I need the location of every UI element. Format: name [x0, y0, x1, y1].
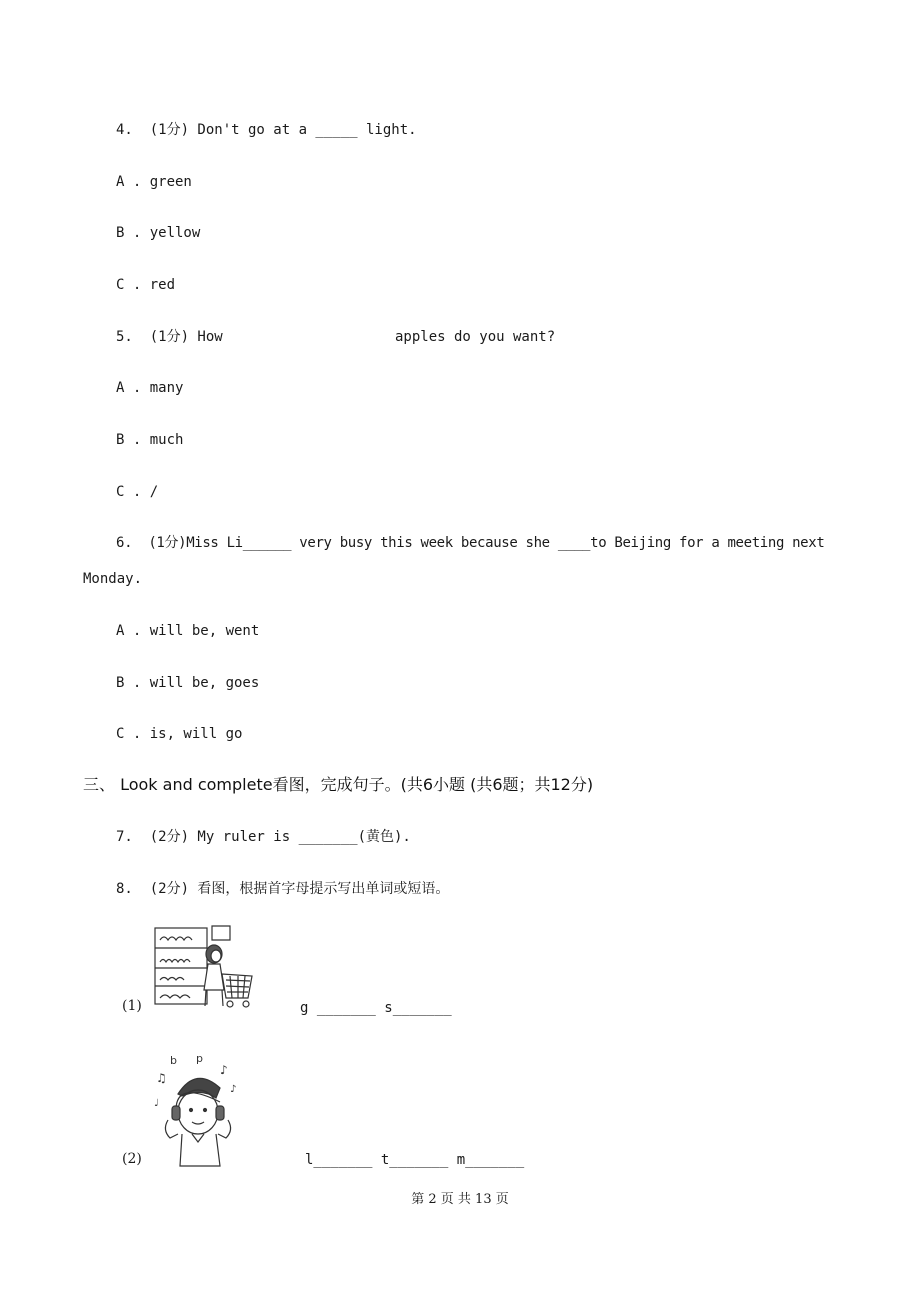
question-8-item-1-label: (1): [122, 998, 142, 1014]
section-3-heading: 三、 Look and complete看图，完成句子。(共6小题 (共6题；共12分): [83, 775, 594, 794]
svg-text:♪: ♪: [220, 1063, 228, 1077]
question-4-option-b[interactable]: B . yellow: [116, 225, 201, 241]
question-5-option-a[interactable]: A . many: [116, 380, 184, 396]
question-6-option-a[interactable]: A . will be, went: [116, 623, 260, 639]
svg-text:p: p: [196, 1052, 203, 1065]
question-6-stem: 6. (1分)Miss Li______ very busy this week because she ____to Beijing for a meeting next: [116, 535, 825, 551]
supermarket-shopping-picture: [152, 920, 256, 1012]
question-5-stem-start: 5. (1分) How: [116, 329, 223, 345]
question-6-stem-continued: Monday.: [83, 571, 143, 587]
svg-text:♫: ♫: [156, 1071, 167, 1085]
svg-text:b: b: [170, 1054, 177, 1067]
page-indicator: 第 2 页 共 13 页: [411, 1192, 509, 1207]
question-5-stem-end: apples do you want?: [395, 329, 556, 345]
question-5-option-b[interactable]: B . much: [116, 432, 184, 448]
question-6-option-c[interactable]: C . is, will go: [116, 726, 243, 742]
question-4-option-a[interactable]: A . green: [116, 174, 192, 190]
svg-text:♩: ♩: [154, 1098, 159, 1109]
question-4-stem: 4. (1分) Don't go at a _____ light.: [116, 122, 417, 138]
question-4-option-c[interactable]: C . red: [116, 277, 176, 293]
question-5-option-c[interactable]: C . /: [116, 484, 159, 500]
question-8-item-2-label: (2): [122, 1151, 142, 1167]
svg-text:♪: ♪: [230, 1084, 237, 1095]
question-8-item-1-prompt: g _______ s_______: [300, 1000, 452, 1016]
question-6-option-b[interactable]: B . will be, goes: [116, 675, 260, 691]
question-7-stem: 7. (2分) My ruler is _______(黄色).: [116, 829, 411, 845]
question-8-stem: 8. (2分) 看图，根据首字母提示写出单词或短语。: [116, 881, 450, 897]
question-8-item-2-prompt: l_______ t_______ m_______: [305, 1152, 525, 1168]
listening-to-music-picture: [150, 1050, 246, 1170]
